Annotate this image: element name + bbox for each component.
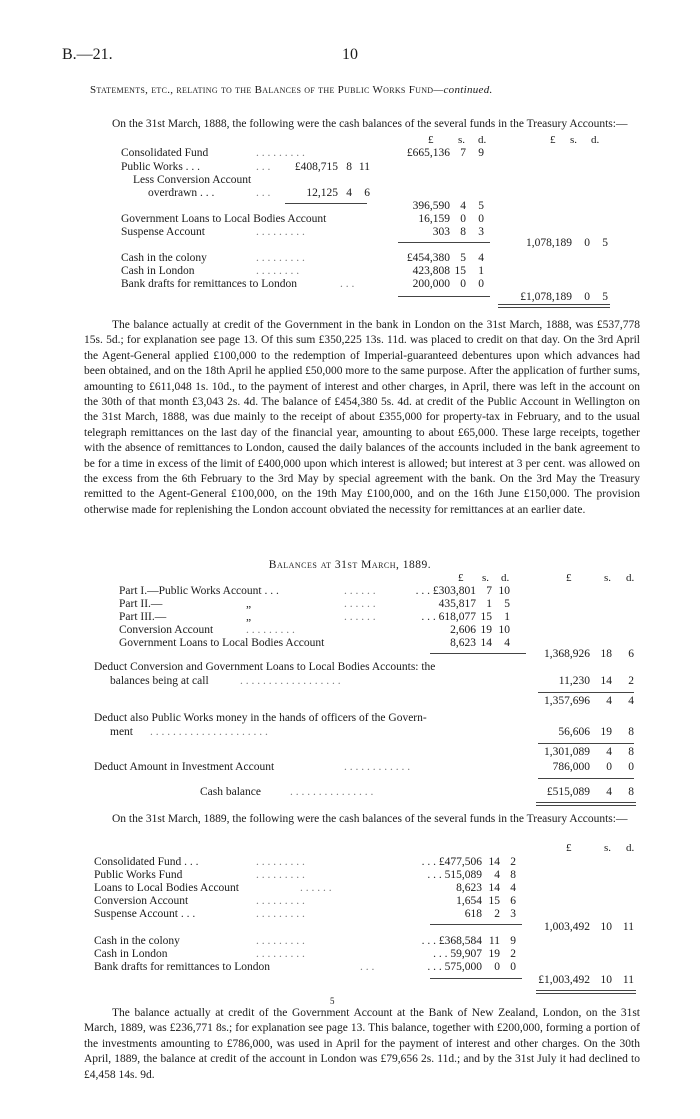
row-label: Part II.—: [119, 598, 163, 610]
rule: [430, 653, 526, 654]
amount: . . . 618,077: [421, 611, 476, 623]
pence: 6: [628, 648, 634, 660]
shillings: 15: [454, 265, 466, 277]
subtotal-amount: 1,078,189: [526, 237, 572, 249]
row-label: Government Loans to Local Bodies Account: [121, 213, 327, 225]
leader-dots: . . .: [256, 187, 271, 199]
col-head-pounds: £: [458, 572, 464, 584]
deduct-conversion-line-2: balances being at call: [110, 675, 209, 687]
leader-dots: . . . . . .: [344, 611, 376, 623]
pence: 1: [478, 265, 484, 277]
pence: 6: [364, 187, 370, 199]
rule: [430, 978, 522, 979]
rule: [398, 242, 490, 243]
pence: 0: [478, 213, 484, 225]
col-head-pence-2: d.: [626, 842, 635, 854]
total-amount: 1,368,926: [544, 648, 590, 660]
shillings: 14: [480, 637, 492, 649]
shillings: 19: [600, 726, 612, 738]
leader-dots: . . . . . . . . .: [256, 869, 305, 881]
rule: [538, 692, 634, 693]
leader-dots: . . .: [256, 161, 271, 173]
leader-dots: . . . . . . . . . . . .: [344, 761, 411, 773]
shillings: 2: [494, 908, 500, 920]
pence: 11: [358, 161, 370, 173]
row-label: Cash in London: [94, 948, 168, 960]
leader-dots: . . . . . . . . .: [256, 908, 305, 920]
amount: 8,623: [456, 882, 482, 894]
col-head-shillings: s.: [458, 134, 466, 146]
leader-dots: . . . . . . . . .: [256, 948, 305, 960]
deduct-conversion-line-1: Deduct Conversion and Government Loans to Local Bodies Accounts: the: [94, 661, 436, 673]
pence: 8: [628, 726, 634, 738]
row-label: Part I.—Public Works Account . . .: [119, 585, 279, 597]
section-title-main: Statements, etc., relating to the Balances of the Public Works Fund: [90, 84, 434, 96]
row-label: Government Loans to Local Bodies Account: [119, 637, 325, 649]
pence: 3: [510, 908, 516, 920]
shillings: 5: [460, 252, 466, 264]
rule: [398, 296, 490, 297]
pence: 9: [510, 935, 516, 947]
col-head-shillings: s.: [482, 572, 490, 584]
amount: 435,817: [438, 598, 476, 610]
shillings: 11: [488, 935, 500, 947]
paragraph-1888: The balance actually at credit of the Government in the bank in London on the 31st March, 1888, was £537,778 15s. 5d.; for explanation see page 13. Of this sum £350,225 13s. 11d. was placed to credit on that day. On the 3rd April the Agent-General applied £100,000 to the redemption of Imperial-guaranteed debentures upon which advances had been obtained, and on the 18th April he applied £50,000 more to the same purpose. After the application of further sums, amounting to £611,048 1s. 10d., to the payment of interest and other charges, in April, there was left in the account on the 30th of that month £3,043 2s. 4d. The balance of £454,380 5s. 4d. at credit of the Public Account in Wellington on the 31st March, 1888, was due mainly to the receipt of about £355,000 for property-tax in February, and to the usual telegraph remittances on the last day of the financial year, amounting to about £65,000. These large receipts, together with the absence of remittances to London, caused the daily balances of the accounts included in the bank agreement to be for a time in excess of the limit of £400,000 upon which interest is allowed; but interest at 3 per cent. was allowed on the excess from the 6th February to the 3rd May by special agreement with the bank. On the 3rd May the Treasury remitted to the Agent-General £100,000, on the 19th May £100,000, and on the 16th June £150,000. The provision otherwise made for replenishing the London account obviated the necessity for remittances at an earlier date.: [84, 319, 640, 516]
pence: 6: [510, 895, 516, 907]
col-head-pounds-2: £: [566, 842, 572, 854]
pence: 9: [478, 147, 484, 159]
pence: 10: [498, 624, 510, 636]
pence: 4: [510, 882, 516, 894]
row-label: Less Conversion Account: [133, 174, 252, 186]
total-amount: £1,003,492: [538, 974, 590, 986]
shillings: 10: [600, 921, 612, 933]
pence: 3: [478, 226, 484, 238]
pence: 1: [504, 611, 510, 623]
col-head-pounds: £: [428, 134, 434, 146]
leader-dots: . . .: [360, 961, 375, 973]
col-head-pence: d.: [501, 572, 510, 584]
row-label: Conversion Account: [119, 624, 214, 636]
pence: 8: [628, 786, 634, 798]
subtotal-amount: 1,357,696: [544, 695, 590, 707]
amount: . . . £477,506: [421, 856, 482, 868]
leader-dots: . . . . . .: [344, 585, 376, 597]
pence: 8: [510, 869, 516, 881]
cash-balance-label: Cash balance: [200, 786, 261, 798]
col-head-pence-2: d.: [591, 134, 600, 146]
col-head-shillings-2: s.: [604, 842, 612, 854]
pence: 5: [478, 200, 484, 212]
shillings: 7: [486, 585, 492, 597]
shillings: 7: [460, 147, 466, 159]
amount: . . . £303,801: [415, 585, 476, 597]
amount: £454,380: [406, 252, 450, 264]
double-rule: [498, 304, 610, 308]
leader-dots: . . . . . . . . .: [256, 252, 305, 264]
pence: 11: [622, 921, 634, 933]
leader-dots: . . . . . . . . .: [256, 935, 305, 947]
ditto-mark: „: [246, 611, 252, 623]
col-head-pence-2: d.: [626, 572, 635, 584]
shillings: 0: [584, 237, 590, 249]
amount: 303: [432, 226, 450, 238]
shillings: 0: [494, 961, 500, 973]
col-head-pence: d.: [478, 134, 487, 146]
shillings: 4: [346, 187, 352, 199]
leader-dots: . . . . . . . . .: [246, 624, 295, 636]
footnote-mark: 5: [330, 996, 335, 1006]
leader-dots: . . . . . . . . .: [256, 147, 305, 159]
amount: 8,623: [450, 637, 476, 649]
pence: 4: [628, 695, 634, 707]
leader-dots: . . . . . . . . . . . . . . .: [290, 786, 374, 798]
amount: £408,715: [294, 161, 338, 173]
leader-dots: . . . . . . . .: [256, 265, 300, 277]
total-amount: £1,078,189: [520, 291, 572, 303]
shillings: 1: [486, 598, 492, 610]
row-label: Cash in the colony: [121, 252, 207, 264]
row-label: overdrawn . . .: [148, 187, 215, 199]
page-number: 10: [342, 46, 358, 63]
leader-dots: . . . . . .: [344, 598, 376, 610]
row-label: Bank drafts for remittances to London: [121, 278, 297, 290]
shillings: 0: [460, 213, 466, 225]
leader-dots: . . . . . . . . .: [256, 895, 305, 907]
shillings: 19: [480, 624, 492, 636]
rule: [430, 924, 522, 925]
col-head-pounds-2: £: [566, 572, 572, 584]
page-header: [0, 46, 700, 66]
row-label: Cash in the colony: [94, 935, 180, 947]
row-label: Suspense Account: [121, 226, 206, 238]
report-reference: B.—21.: [62, 46, 113, 63]
double-rule: [536, 802, 636, 806]
leader-dots: . . . . . .: [300, 882, 332, 894]
shillings: 4: [494, 869, 500, 881]
pence: 0: [478, 278, 484, 290]
shillings: 0: [606, 761, 612, 773]
row-label: Suspense Account . . .: [94, 908, 196, 920]
amount: . . . 575,000: [427, 961, 482, 973]
pence: 10: [498, 585, 510, 597]
deduct-officers-line-2: ment: [110, 726, 133, 738]
amount: 396,590: [412, 200, 450, 212]
balances-1889-title: Balances at 31st March, 1889.: [268, 559, 432, 571]
deduct-officers-line-1: Deduct also Public Works money in the hands of officers of the Govern-: [94, 712, 427, 724]
amount: 1,654: [456, 895, 482, 907]
amount: . . . 59,907: [433, 948, 482, 960]
pence: 0: [628, 761, 634, 773]
amount: 12,125: [306, 187, 338, 199]
amount: 786,000: [552, 761, 590, 773]
row-label: Consolidated Fund . . .: [94, 856, 199, 868]
leader-dots: . . . . . . . . .: [256, 856, 305, 868]
amount: 423,808: [412, 265, 450, 277]
pence: 4: [478, 252, 484, 264]
row-label: Conversion Account: [94, 895, 189, 907]
intro-1889: On the 31st March, 1889, the following were the cash balances of the several funds in the Treasury Accounts:—: [112, 813, 628, 825]
pence: 2: [510, 856, 516, 868]
pence: 8: [628, 746, 634, 758]
col-head-pounds-2: £: [550, 134, 556, 146]
pence: 5: [602, 291, 608, 303]
shillings: 14: [488, 882, 500, 894]
cash-balance-amount: £515,089: [546, 786, 590, 798]
row-label: Bank drafts for remittances to London: [94, 961, 270, 973]
pence: 5: [504, 598, 510, 610]
col-head-shillings-2: s.: [570, 134, 578, 146]
shillings: 14: [488, 856, 500, 868]
leader-dots: . . . . . . . . . . . . . . . . . .: [240, 675, 341, 687]
row-label: Public Works . . .: [121, 161, 201, 173]
row-label: Cash in London: [121, 265, 195, 277]
subtotal-amount: 1,003,492: [544, 921, 590, 933]
amount: . . . 515,089: [427, 869, 482, 881]
shillings: 0: [460, 278, 466, 290]
amount: 56,606: [558, 726, 590, 738]
amount: 200,000: [412, 278, 450, 290]
leader-dots: . . .: [340, 278, 355, 290]
row-label: Public Works Fund: [94, 869, 183, 881]
row-label: Loans to Local Bodies Account: [94, 882, 239, 894]
shillings: 15: [480, 611, 492, 623]
paragraph-1889: The balance actually at credit of the Government Account at the Bank of New Zealand, London, on the 31st March, 1889, was £236,771 8s.; for explanation see page 13. This balance, together with £200,000, forming a portion of the investments amounting to £786,000, was used in April for the payment of interest and other charges. On the 30th April, 1889, the balance at credit of the account in London was £79,656 2s. 11d.; and by the 31st July it had declined to £4,458 14s. 9d.: [84, 1007, 640, 1081]
section-title: [90, 84, 650, 96]
double-rule: [536, 990, 636, 994]
shillings: 15: [488, 895, 500, 907]
section-title-continued: —continued.: [433, 84, 493, 96]
shillings: 19: [488, 948, 500, 960]
amount: 618: [464, 908, 482, 920]
pence: 2: [628, 675, 634, 687]
shillings: 0: [584, 291, 590, 303]
amount: . . . £368,584: [421, 935, 482, 947]
leader-dots: . . . . . . . . . . . . . . . . . . . . .: [150, 726, 268, 738]
rule: [538, 778, 634, 779]
amount: 2,606: [450, 624, 476, 636]
shillings: 14: [600, 675, 612, 687]
shillings: 4: [606, 695, 612, 707]
amount: 11,230: [558, 675, 590, 687]
pence: 5: [602, 237, 608, 249]
amount: 16,159: [418, 213, 450, 225]
shillings: 18: [600, 648, 612, 660]
pence: 11: [622, 974, 634, 986]
shillings: 8: [346, 161, 352, 173]
deduct-investment-label: Deduct Amount in Investment Account: [94, 761, 275, 773]
row-label: Part III.—: [119, 611, 167, 623]
amount: £665,136: [406, 147, 450, 159]
row-label: Consolidated Fund: [121, 147, 209, 159]
shillings: 4: [606, 786, 612, 798]
leader-dots: . . . . . . . . .: [256, 226, 305, 238]
ditto-mark: „: [246, 598, 252, 610]
rule: [285, 203, 367, 204]
pence: 0: [510, 961, 516, 973]
pence: 2: [510, 948, 516, 960]
rule: [538, 743, 634, 744]
pence: 4: [504, 637, 510, 649]
shillings: 4: [460, 200, 466, 212]
shillings: 10: [600, 974, 612, 986]
shillings: 8: [460, 226, 466, 238]
col-head-shillings-2: s.: [604, 572, 612, 584]
intro-1888: On the 31st March, 1888, the following were the cash balances of the several funds in the Treasury Accounts:—: [112, 118, 628, 130]
subtotal-amount: 1,301,089: [544, 746, 590, 758]
shillings: 4: [606, 746, 612, 758]
